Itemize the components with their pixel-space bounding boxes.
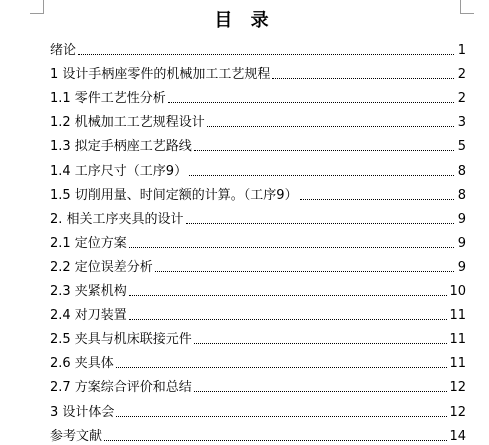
toc-entry-label: 2.7 方案综合评价和总结 xyxy=(50,380,192,396)
toc-entry[interactable] xyxy=(50,35,466,59)
toc-entry-label: 3 设计体会 xyxy=(50,404,115,420)
toc-entry-page: 2 xyxy=(457,67,466,83)
toc-entry-label: 2. 相关工序夹具的设计 xyxy=(50,211,184,227)
toc-entry[interactable] xyxy=(50,83,466,107)
toc-dot-leader xyxy=(116,415,447,417)
toc-entry-label: 1.4 工序尺寸（工序9） xyxy=(50,163,188,179)
toc-entry-page: 5 xyxy=(457,139,466,155)
toc-entry-page: 11 xyxy=(449,356,466,372)
toc-entry-page: 11 xyxy=(449,332,466,348)
toc-entry[interactable] xyxy=(50,348,466,372)
toc-dot-leader xyxy=(194,149,454,151)
toc-entry[interactable] xyxy=(50,204,466,228)
toc-title: 目 录 xyxy=(214,10,275,31)
toc-entry[interactable] xyxy=(50,421,466,445)
toc-entry[interactable] xyxy=(50,300,466,324)
toc-entry-label: 绪论 xyxy=(50,43,77,59)
toc-dot-leader xyxy=(189,174,454,176)
toc-entry[interactable] xyxy=(50,228,466,252)
toc-dot-leader xyxy=(168,101,454,103)
toc-entry-label: 2.3 夹紧机构 xyxy=(50,284,127,300)
toc-entry-label: 参考文献 xyxy=(50,428,103,444)
toc-entry[interactable] xyxy=(50,59,466,83)
toc-dot-leader xyxy=(194,390,448,392)
toc-entry-page: 3 xyxy=(457,115,466,131)
toc-dot-leader xyxy=(207,125,454,127)
toc-entry-page: 9 xyxy=(457,259,466,275)
toc-entry-page: 9 xyxy=(457,211,466,227)
toc-entry-label: 1 设计手柄座零件的机械加工工艺规程 xyxy=(50,67,271,83)
toc-entry[interactable] xyxy=(50,276,466,300)
toc-dot-leader xyxy=(104,439,447,441)
toc-entry[interactable] xyxy=(50,107,466,131)
toc-entry-label: 1.3 拟定手柄座工艺路线 xyxy=(50,139,192,155)
toc-entry[interactable] xyxy=(50,131,466,155)
toc-entry-label: 1.5 切削用量、时间定额的计算。（工序9） xyxy=(50,187,298,203)
toc-entry-label: 2.4 对刀装置 xyxy=(50,308,127,324)
toc-entry-label: 2.1 定位方案 xyxy=(50,235,127,251)
toc-dot-leader xyxy=(186,222,454,224)
toc-entry-page: 14 xyxy=(449,428,466,444)
toc-entry[interactable] xyxy=(50,324,466,348)
toc-entry-label: 1.1 零件工艺性分析 xyxy=(50,91,166,107)
table-of-contents xyxy=(50,35,466,445)
toc-entry[interactable] xyxy=(50,155,466,179)
toc-entry-page: 12 xyxy=(449,404,466,420)
toc-entry-label: 2.6 夹具体 xyxy=(50,356,114,372)
toc-entry-page: 11 xyxy=(449,308,466,324)
toc-entry-label: 2.5 夹具与机床联接元件 xyxy=(50,332,192,348)
toc-entry-page: 9 xyxy=(457,235,466,251)
toc-entry[interactable] xyxy=(50,180,466,204)
toc-entry[interactable] xyxy=(50,252,466,276)
toc-entry-page: 2 xyxy=(457,91,466,107)
toc-dot-leader xyxy=(78,53,454,55)
toc-dot-leader xyxy=(116,366,448,368)
toc-entry[interactable] xyxy=(50,372,466,396)
toc-entry[interactable] xyxy=(50,396,466,420)
toc-entry-page: 12 xyxy=(449,380,466,396)
toc-entry-page: 8 xyxy=(457,187,466,203)
toc-entry-page: 1 xyxy=(457,43,466,59)
toc-entry-page: 8 xyxy=(457,163,466,179)
toc-dot-leader xyxy=(129,318,448,320)
toc-dot-leader xyxy=(129,246,454,248)
toc-entry-page: 10 xyxy=(449,284,466,300)
toc-dot-leader xyxy=(300,198,454,200)
toc-entry-label: 2.2 定位误差分析 xyxy=(50,259,153,275)
toc-dot-leader xyxy=(155,270,454,272)
toc-entry-label: 1.2 机械加工工艺规程设计 xyxy=(50,115,205,131)
toc-dot-leader xyxy=(272,77,454,79)
toc-dot-leader xyxy=(129,294,448,296)
toc-dot-leader xyxy=(194,342,448,344)
